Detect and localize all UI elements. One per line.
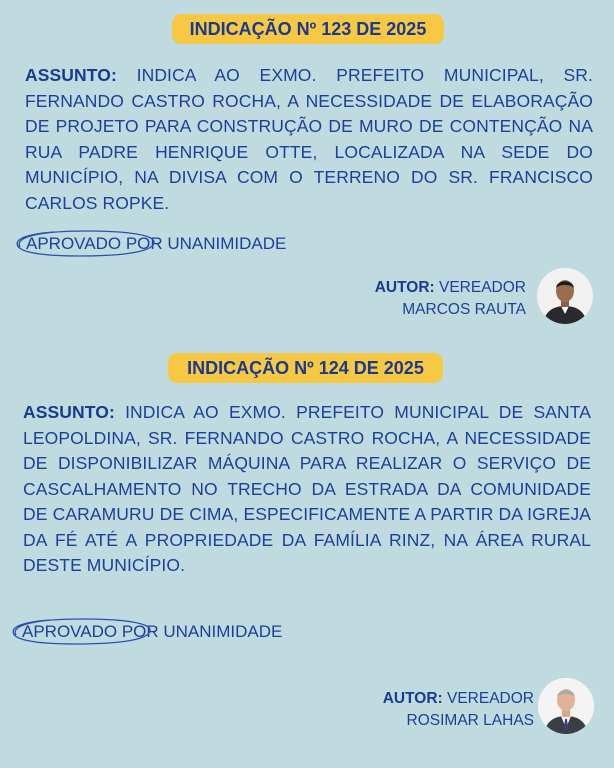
subject-text: INDICA AO EXMO. PREFEITO MUNICIPAL, SR. FERNANDO CASTRO ROCHA, A NECESSIDADE DE ELABORAÇÃO DE PROJETO PARA CONSTRUÇÃO DE MURO DE CONTENÇÃO NA RUA PADRE HENRIQUE OTTE, LOCALIZADA NA SEDE DO MUNICÍPIO, NA DIVISA COM O TERRENO DO SR. FRANCISCO CARLOS ROPKE. xyxy=(25,65,593,213)
indicacao-124-subject xyxy=(23,400,591,579)
author-photo-avatar xyxy=(537,268,593,324)
author-photo-avatar xyxy=(538,678,594,734)
author-line: AUTOR: VEREADOR xyxy=(382,690,534,707)
hand-drawn-circle xyxy=(10,228,162,258)
indicacao-123-subject xyxy=(25,63,593,216)
indicacao-123-author xyxy=(375,277,526,321)
approved-stamp: APROVADO xyxy=(22,622,117,642)
subject-text: INDICA AO EXMO. PREFEITO MUNICIPAL DE SANTA LEOPOLDINA, SR. FERNANDO CASTRO ROCHA, A NECESSIDADE DE DISPONIBILIZAR MÁQUINA PARA REALIZAR O SERVIÇO DE CASCALHAMENTO NO TRECHO DA ESTRADA DA COMUNIDADE DE CARAMURU DE CIMA, ESPECIFICAMENTE A PARTIR DA IGREJA DA FÉ ATÉ A PROPRIEDADE DA FAMÍLIA RINZ, NA ÁREA RURAL DESTE MUNICÍPIO. xyxy=(23,402,591,575)
author-name: ROSIMAR LAHAS xyxy=(406,712,534,729)
author-name: MARCOS RAUTA xyxy=(402,301,526,318)
subject-label: ASSUNTO: xyxy=(23,402,115,422)
status-rest: POR UNANIMIDADE xyxy=(117,622,283,641)
author-line: AUTOR: VEREADOR xyxy=(374,279,526,296)
indicacao-124-author xyxy=(383,688,534,732)
hand-drawn-circle xyxy=(6,616,158,646)
approved-stamp: APROVADO xyxy=(26,234,121,254)
indicacao-123-title: INDICAÇÃO Nº 123 DE 2025 xyxy=(172,14,444,44)
indicacao-123-status xyxy=(26,234,286,254)
indicacao-124-status xyxy=(22,622,282,642)
indicacao-124-title: INDICAÇÃO Nº 124 DE 2025 xyxy=(168,353,443,383)
subject-label: ASSUNTO: xyxy=(25,65,117,85)
status-rest: POR UNANIMIDADE xyxy=(121,234,287,253)
